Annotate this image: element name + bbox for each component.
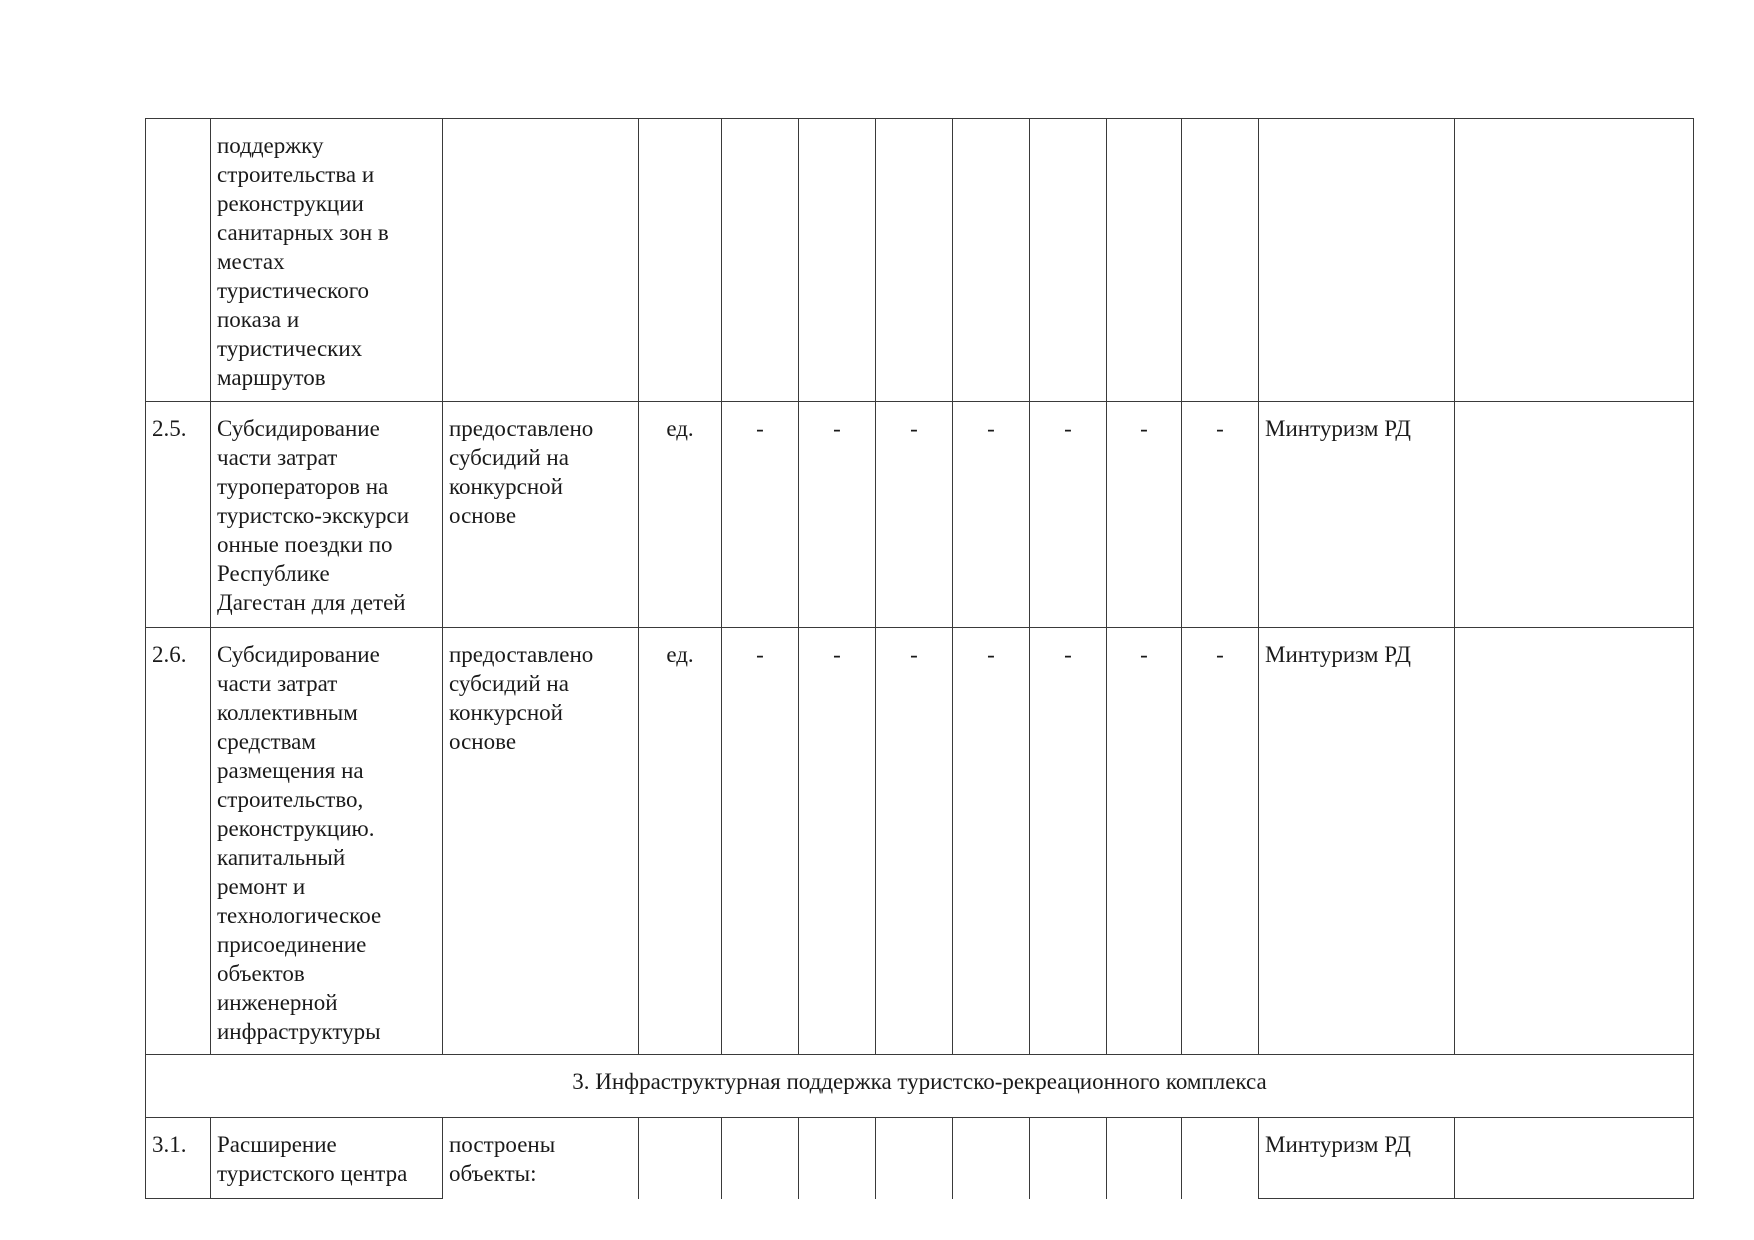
- table-row: [146, 119, 1694, 402]
- value-cell: -: [876, 628, 953, 1055]
- value-cell: [1182, 119, 1259, 402]
- measure-name: Расширение туристского центра: [211, 1118, 443, 1199]
- value-cell: -: [722, 402, 799, 628]
- unit: ед.: [639, 628, 722, 1055]
- value-cell: [722, 119, 799, 402]
- row-number: [146, 119, 211, 402]
- value-cell: [876, 119, 953, 402]
- executor: Минтуризм РД: [1259, 628, 1455, 1055]
- table-row: [146, 1118, 1694, 1199]
- table-row: [146, 402, 1694, 628]
- value-cell: [953, 119, 1030, 402]
- section-heading: 3. Инфраструктурная поддержка туристско-рекреационного комплекса: [146, 1055, 1694, 1118]
- value-cell: -: [1107, 628, 1182, 1055]
- unit: [639, 1118, 722, 1199]
- measure-name: Субсидирование части затрат коллективным средствам размещения на строительство, реконструкцию. капитальный ремонт и технологическое присоединение объектов инженерной инфраструктуры: [211, 628, 443, 1055]
- indicator: [443, 119, 639, 402]
- value-cell: [1182, 1118, 1259, 1199]
- measures-table: [145, 118, 1694, 1199]
- indicator: предоставлено субсидий на конкурсной основе: [443, 402, 639, 628]
- value-cell: [1107, 1118, 1182, 1199]
- value-cell: -: [1107, 402, 1182, 628]
- measure-name: поддержку строительства и реконструкции санитарных зон в местах туристического показа и туристических маршрутов: [211, 119, 443, 402]
- section-row: [146, 1055, 1694, 1118]
- note: [1455, 1118, 1694, 1199]
- unit: [639, 119, 722, 402]
- value-cell: -: [722, 628, 799, 1055]
- value-cell: [799, 119, 876, 402]
- value-cell: -: [1030, 628, 1107, 1055]
- value-cell: [953, 1118, 1030, 1199]
- unit: ед.: [639, 402, 722, 628]
- value-cell: -: [799, 402, 876, 628]
- row-number: 2.5.: [146, 402, 211, 628]
- executor: Минтуризм РД: [1259, 402, 1455, 628]
- value-cell: [1030, 119, 1107, 402]
- value-cell: [722, 1118, 799, 1199]
- value-cell: [1030, 1118, 1107, 1199]
- value-cell: -: [1182, 628, 1259, 1055]
- executor: Минтуризм РД: [1259, 1118, 1455, 1199]
- value-cell: [799, 1118, 876, 1199]
- note: [1455, 119, 1694, 402]
- note: [1455, 402, 1694, 628]
- value-cell: -: [1030, 402, 1107, 628]
- value-cell: -: [953, 402, 1030, 628]
- executor: [1259, 119, 1455, 402]
- indicator: построены объекты:: [443, 1118, 639, 1199]
- value-cell: -: [953, 628, 1030, 1055]
- indicator: предоставлено субсидий на конкурсной основе: [443, 628, 639, 1055]
- value-cell: -: [799, 628, 876, 1055]
- row-number: 2.6.: [146, 628, 211, 1055]
- value-cell: [1107, 119, 1182, 402]
- table-row: [146, 628, 1694, 1055]
- note: [1455, 628, 1694, 1055]
- measure-name: Субсидирование части затрат туроператоров на туристско-экскурси онные поездки по Республике Дагестан для детей: [211, 402, 443, 628]
- value-cell: [876, 1118, 953, 1199]
- row-number: 3.1.: [146, 1118, 211, 1199]
- value-cell: -: [876, 402, 953, 628]
- value-cell: -: [1182, 402, 1259, 628]
